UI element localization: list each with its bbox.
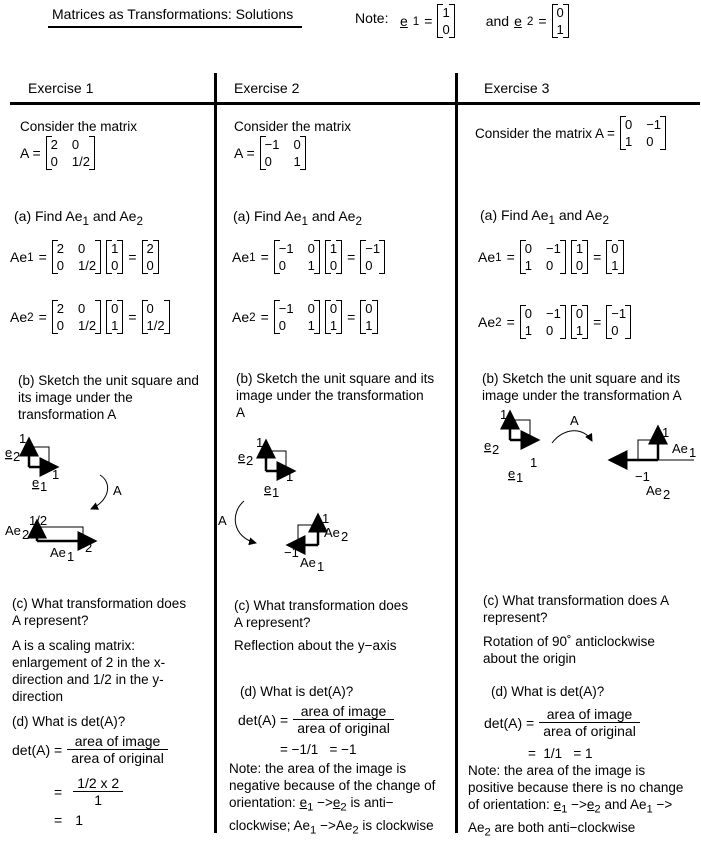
line: enlargement of 2 in the x- bbox=[12, 655, 166, 670]
svg-text:2: 2 bbox=[246, 453, 254, 468]
cell: 0 bbox=[556, 5, 564, 20]
eq: = bbox=[593, 249, 602, 265]
cell: 1 bbox=[329, 318, 338, 333]
exercise-2-heading: Exercise 2 bbox=[234, 80, 300, 96]
sub: 1 bbox=[249, 250, 256, 264]
svg-text:−1: −1 bbox=[284, 545, 299, 560]
e2-sub: 2 bbox=[526, 14, 534, 28]
ex1-part-a bbox=[14, 208, 143, 230]
line: positive because there is no change bbox=[468, 780, 684, 795]
ex1-ae2-row bbox=[10, 300, 170, 334]
cell: 1 bbox=[365, 318, 373, 333]
cell: 0 bbox=[146, 258, 154, 273]
sub: 2 bbox=[136, 214, 143, 228]
svg-text:1: 1 bbox=[40, 479, 48, 494]
cell: 0 bbox=[71, 137, 80, 152]
line: Rotation of 90˚ anticlockwise bbox=[483, 634, 655, 649]
text: of orientation: bbox=[468, 797, 550, 812]
matrix bbox=[520, 305, 566, 339]
sub: 2 bbox=[355, 214, 362, 228]
line: Note: the area of the image is bbox=[229, 761, 407, 776]
text: and Ae bbox=[604, 797, 647, 812]
cell: 1 bbox=[307, 318, 315, 333]
cell: 0 bbox=[624, 117, 633, 132]
cell: 0 bbox=[78, 301, 86, 316]
line: direction and 1/2 in the y- bbox=[12, 672, 164, 687]
arrow: −> bbox=[571, 797, 587, 812]
part-a-text: (a) Find Ae bbox=[480, 207, 549, 223]
ex3-part-c bbox=[483, 592, 669, 626]
sub: 1 bbox=[561, 803, 568, 816]
cell: 1 bbox=[524, 323, 533, 338]
vector bbox=[106, 240, 123, 274]
text: orientation: bbox=[229, 795, 296, 810]
basis-vectors bbox=[400, 4, 569, 38]
ex2-part-c bbox=[234, 597, 408, 631]
svg-text:A: A bbox=[570, 413, 579, 428]
eq: = bbox=[506, 314, 515, 330]
svg-text:1: 1 bbox=[286, 469, 294, 484]
ae-label: Ae bbox=[232, 249, 250, 265]
ex2-det bbox=[238, 703, 394, 736]
ex1-det bbox=[12, 733, 168, 766]
cell: 1 bbox=[624, 134, 633, 149]
line: A is a scaling matrix: bbox=[12, 638, 136, 653]
svg-text:1: 1 bbox=[662, 425, 670, 440]
cell: 1/2 bbox=[71, 154, 90, 169]
e2-vector bbox=[552, 4, 569, 38]
eq: = bbox=[347, 309, 356, 325]
line: negative because of the change of bbox=[229, 778, 436, 793]
matrix bbox=[274, 240, 320, 274]
arrow: −> bbox=[317, 795, 333, 810]
e1-vector bbox=[437, 4, 454, 38]
svg-text:e: e bbox=[484, 438, 492, 453]
eq: = bbox=[54, 812, 63, 828]
svg-text:2: 2 bbox=[341, 529, 349, 544]
cell: 0 bbox=[524, 306, 533, 321]
cell: 0 bbox=[50, 154, 58, 169]
line: (b) Sketch the unit square and its bbox=[482, 371, 681, 386]
ex1-calc bbox=[54, 775, 123, 808]
eq: = bbox=[593, 314, 602, 330]
ae: Ae bbox=[468, 819, 485, 835]
line bbox=[468, 819, 683, 841]
ex1-consider: Consider the matrix bbox=[20, 119, 138, 134]
vector bbox=[325, 300, 342, 334]
final-value: 1 bbox=[75, 812, 83, 828]
ex2-det-value: = −1/1 = −1 bbox=[280, 742, 357, 757]
svg-text:2: 2 bbox=[13, 449, 21, 464]
det-label: det(A) = bbox=[484, 714, 535, 731]
line: image under the transformation bbox=[236, 388, 424, 403]
and-label: and bbox=[485, 13, 510, 29]
sub: 1 bbox=[27, 250, 34, 264]
result bbox=[142, 240, 159, 274]
eq: = bbox=[506, 249, 515, 265]
eq: = bbox=[260, 249, 269, 265]
cell: 0 bbox=[278, 318, 287, 333]
svg-text:1: 1 bbox=[317, 559, 325, 574]
sub: 1 bbox=[82, 214, 89, 228]
line: A bbox=[236, 405, 246, 420]
svg-text:2: 2 bbox=[22, 527, 30, 542]
cell: 0 bbox=[329, 301, 338, 316]
ex3-note bbox=[468, 762, 683, 841]
line: (b) Sketch the unit square and bbox=[18, 373, 199, 388]
svg-text:2: 2 bbox=[492, 442, 500, 457]
a-eq: A = bbox=[234, 145, 255, 161]
part-a-text: (a) Find Ae bbox=[233, 208, 302, 224]
calc-fraction bbox=[73, 775, 123, 808]
part-a-text: (a) Find Ae bbox=[14, 208, 83, 224]
line bbox=[468, 796, 683, 819]
line: (c) What transformation does bbox=[12, 596, 187, 611]
ex1-answer-c bbox=[12, 637, 165, 705]
cell: −1 bbox=[546, 241, 561, 256]
ae-label: Ae bbox=[232, 309, 250, 325]
det-fraction bbox=[67, 733, 168, 766]
line: A represent? bbox=[12, 613, 89, 628]
line: its image under the bbox=[18, 390, 133, 405]
two-label: 2 bbox=[85, 540, 93, 555]
e1-symbol: e bbox=[400, 13, 408, 29]
line: (b) Sketch the unit square and its bbox=[236, 371, 435, 386]
cell: 0 bbox=[546, 323, 554, 338]
cell: 1 bbox=[575, 241, 584, 256]
ex2-ae1-row bbox=[232, 240, 385, 274]
e: e bbox=[586, 797, 595, 812]
cell: 0 bbox=[264, 154, 272, 169]
cell: 1 bbox=[111, 318, 119, 333]
cell: 2 bbox=[56, 241, 65, 256]
ex1-final bbox=[54, 812, 83, 828]
a-eq: A = bbox=[20, 145, 41, 161]
svg-text:1: 1 bbox=[322, 511, 330, 526]
line: A represent? bbox=[234, 615, 311, 630]
ex2-answer-c: Reflection about the y−axis bbox=[234, 638, 397, 653]
arrow: −> bbox=[656, 797, 673, 812]
ex3-det-value: = 1/1 = 1 bbox=[528, 746, 593, 761]
cell: 1/2 bbox=[78, 318, 97, 333]
ex3-part-d: (d) What is det(A)? bbox=[491, 684, 605, 699]
part-a-mid: and Ae bbox=[311, 208, 356, 224]
label-1: 1 bbox=[52, 467, 60, 482]
ex3-sketch bbox=[480, 405, 698, 515]
cell: 1/2 bbox=[146, 318, 165, 333]
eq: = bbox=[38, 309, 47, 325]
cell: 0 bbox=[146, 301, 154, 316]
cell: −1 bbox=[365, 241, 381, 256]
result bbox=[142, 300, 170, 334]
line: about the origin bbox=[483, 651, 577, 666]
svg-text:1: 1 bbox=[500, 407, 508, 422]
ex2-sketch bbox=[216, 425, 436, 585]
sub: 2 bbox=[495, 315, 502, 329]
transform-arrow bbox=[91, 475, 108, 509]
e: e bbox=[553, 797, 562, 812]
line: direction bbox=[12, 689, 64, 704]
ex2-part-d: (d) What is det(A)? bbox=[240, 684, 354, 699]
eq-sign: = bbox=[424, 13, 433, 29]
part-a-mid: and Ae bbox=[92, 208, 137, 224]
cell: 0 bbox=[111, 258, 119, 273]
ex1-part-d: (d) What is det(A)? bbox=[12, 714, 126, 729]
matrix bbox=[520, 240, 566, 274]
e1-sub: 1 bbox=[412, 14, 420, 28]
sub: 1 bbox=[307, 801, 314, 814]
sub: 1 bbox=[495, 250, 502, 264]
num: area of image bbox=[67, 733, 168, 750]
ae1-label: Ae bbox=[50, 545, 66, 560]
cell: 1 bbox=[524, 258, 533, 273]
svg-text:Ae: Ae bbox=[672, 441, 688, 456]
arrow: −> bbox=[320, 817, 336, 833]
page-title: Matrices as Transformations: Solutions bbox=[52, 6, 294, 22]
result bbox=[606, 240, 623, 274]
sub: 1 bbox=[548, 213, 555, 227]
vector bbox=[571, 305, 588, 339]
svg-text:Ae: Ae bbox=[300, 555, 316, 570]
cell: −1 bbox=[278, 241, 294, 256]
svg-text:2: 2 bbox=[663, 487, 671, 502]
title-underline bbox=[48, 26, 302, 28]
header-rule bbox=[10, 102, 700, 105]
ex2-consider: Consider the matrix bbox=[234, 119, 352, 134]
sub: 2 bbox=[340, 801, 347, 814]
vector bbox=[571, 240, 588, 274]
den: area of original bbox=[543, 723, 636, 739]
cell: 0 bbox=[307, 301, 315, 316]
e2-symbol: e bbox=[514, 13, 522, 29]
cell: 1 bbox=[293, 154, 301, 169]
matrix bbox=[52, 300, 101, 334]
cell: 1/2 bbox=[78, 258, 97, 273]
cell: 2 bbox=[146, 241, 154, 256]
num: area of image bbox=[539, 706, 640, 723]
cell: 0 bbox=[546, 258, 554, 273]
svg-text:−1: −1 bbox=[635, 469, 650, 484]
ex2-part-a bbox=[233, 208, 362, 230]
ex3-part-a bbox=[480, 207, 609, 229]
eq-sign: = bbox=[538, 13, 547, 29]
ex1-matrix bbox=[46, 136, 95, 170]
cell: 0 bbox=[329, 258, 338, 273]
result bbox=[360, 240, 385, 274]
unit-square bbox=[29, 447, 49, 467]
ex3-det bbox=[484, 706, 640, 739]
line: image under the transformation A bbox=[482, 388, 682, 403]
e1-label: e bbox=[32, 475, 40, 490]
det-label: det(A) = bbox=[238, 711, 289, 728]
sub: 2 bbox=[594, 803, 601, 816]
cell: 1 bbox=[575, 323, 584, 338]
ex1-part-c bbox=[12, 595, 186, 629]
cell: 0 bbox=[293, 137, 301, 152]
ex3-ae1-row bbox=[478, 240, 624, 274]
cell: 0 bbox=[56, 318, 65, 333]
ae2-label: Ae bbox=[5, 523, 21, 538]
cell: 0 bbox=[575, 306, 584, 321]
svg-text:e: e bbox=[238, 449, 246, 464]
cell: 0 bbox=[365, 258, 373, 273]
cell: −1 bbox=[611, 306, 627, 321]
eq: = bbox=[260, 309, 269, 325]
cell: −1 bbox=[646, 117, 662, 132]
text: clockwise; Ae bbox=[229, 817, 311, 833]
consider: Consider the matrix A = bbox=[475, 125, 615, 141]
eq: = bbox=[38, 249, 47, 265]
ex3-matrix bbox=[620, 116, 666, 150]
e2-label: e bbox=[5, 445, 13, 460]
ex2-matrix bbox=[260, 136, 306, 170]
cell: 1 bbox=[556, 22, 564, 37]
half-label: 1/2 bbox=[29, 513, 48, 528]
ex3-ae2-row bbox=[478, 305, 631, 339]
ex1-ae1-row bbox=[10, 240, 159, 274]
e: e bbox=[299, 795, 308, 810]
note-label: Note: bbox=[355, 10, 389, 26]
ex1-sketch bbox=[5, 425, 210, 585]
svg-text:Ae: Ae bbox=[324, 525, 340, 540]
cell: 0 bbox=[78, 241, 86, 256]
part-a-mid: and Ae bbox=[558, 207, 603, 223]
cell: 0 bbox=[611, 241, 619, 256]
ex2-note bbox=[229, 760, 435, 839]
text: are both anti−clockwise bbox=[494, 819, 636, 835]
image-rect bbox=[37, 527, 83, 541]
ae-label: Ae bbox=[478, 314, 496, 330]
line: represent? bbox=[483, 610, 548, 625]
column-divider-2 bbox=[455, 73, 458, 833]
matrix bbox=[52, 240, 101, 274]
num: 1/2 x 2 bbox=[73, 775, 123, 792]
cell: 0 bbox=[365, 301, 373, 316]
eq: = bbox=[128, 249, 137, 265]
cell: 0 bbox=[278, 258, 287, 273]
cell: 0 bbox=[646, 134, 654, 149]
svg-text:1: 1 bbox=[689, 445, 697, 460]
eq: = bbox=[54, 783, 63, 800]
line: (c) What transformation does A bbox=[483, 593, 670, 608]
vector bbox=[325, 240, 342, 274]
cell: 1 bbox=[611, 258, 619, 273]
e: e bbox=[332, 795, 341, 810]
sub: 2 bbox=[27, 310, 34, 324]
cell: −1 bbox=[278, 301, 294, 316]
cell: 1 bbox=[442, 5, 450, 20]
det-fraction bbox=[293, 703, 394, 736]
cell: 0 bbox=[307, 241, 315, 256]
svg-text:e: e bbox=[508, 466, 516, 481]
cell: 0 bbox=[442, 22, 450, 37]
sub: 2 bbox=[249, 310, 256, 324]
sub: 2 bbox=[352, 824, 359, 837]
ex3-answer-c bbox=[483, 633, 655, 667]
result bbox=[360, 300, 377, 334]
ex1-part-b bbox=[18, 372, 199, 423]
exercise-3-heading: Exercise 3 bbox=[484, 80, 550, 96]
ae-label: Ae bbox=[10, 309, 28, 325]
matrix bbox=[274, 300, 320, 334]
line: (c) What transformation does bbox=[234, 598, 409, 613]
cell: 1 bbox=[111, 241, 119, 256]
vector bbox=[106, 300, 123, 334]
sub: 2 bbox=[484, 826, 491, 839]
exercise-1-heading: Exercise 1 bbox=[28, 80, 94, 96]
den: 1 bbox=[94, 792, 103, 808]
line bbox=[229, 794, 435, 817]
sub: 1 bbox=[301, 214, 308, 228]
num: area of image bbox=[293, 703, 394, 720]
result bbox=[606, 305, 631, 339]
cell: 0 bbox=[56, 258, 65, 273]
svg-text:e: e bbox=[264, 481, 272, 496]
label-1: 1 bbox=[19, 431, 27, 446]
ex3-part-b bbox=[482, 370, 682, 404]
ex2-ae2-row bbox=[232, 300, 378, 334]
sub: 2 bbox=[602, 213, 609, 227]
cell: 2 bbox=[56, 301, 65, 316]
cell: 0 bbox=[524, 241, 533, 256]
ae-label: Ae bbox=[10, 249, 28, 265]
cell: 0 bbox=[111, 301, 119, 316]
cell: 0 bbox=[575, 258, 584, 273]
cell: −1 bbox=[264, 137, 280, 152]
svg-text:1: 1 bbox=[530, 455, 538, 470]
line: transformation A bbox=[18, 407, 117, 422]
cell: 1 bbox=[329, 241, 338, 256]
a-label: A bbox=[113, 483, 122, 498]
cell: −1 bbox=[546, 306, 561, 321]
det-fraction bbox=[539, 706, 640, 739]
svg-text:1: 1 bbox=[256, 435, 264, 450]
svg-text:A: A bbox=[218, 513, 227, 528]
ex2-part-b bbox=[236, 370, 434, 421]
sub: 1 bbox=[310, 824, 317, 837]
cell: 1 bbox=[307, 258, 315, 273]
ae: Ae bbox=[335, 817, 353, 833]
line: Note: the area of the image is bbox=[468, 763, 646, 778]
svg-text:1: 1 bbox=[272, 485, 280, 500]
den: area of original bbox=[297, 720, 390, 736]
ex2-matrix-def bbox=[234, 136, 306, 170]
sub: 1 bbox=[646, 803, 653, 816]
svg-text:Ae: Ae bbox=[646, 483, 662, 498]
text: is clockwise bbox=[362, 817, 434, 833]
eq: = bbox=[128, 309, 137, 325]
eq: = bbox=[347, 249, 356, 265]
den: area of original bbox=[71, 750, 164, 766]
cell: 0 bbox=[611, 323, 619, 338]
det-label: det(A) = bbox=[12, 741, 63, 758]
ex1-matrix-def bbox=[20, 136, 95, 170]
ae-label: Ae bbox=[478, 249, 496, 265]
cell: 2 bbox=[50, 137, 58, 152]
svg-text:1: 1 bbox=[67, 549, 75, 564]
svg-text:1: 1 bbox=[516, 470, 524, 485]
ex3-matrix-def bbox=[475, 116, 666, 150]
text: is anti− bbox=[350, 795, 394, 810]
